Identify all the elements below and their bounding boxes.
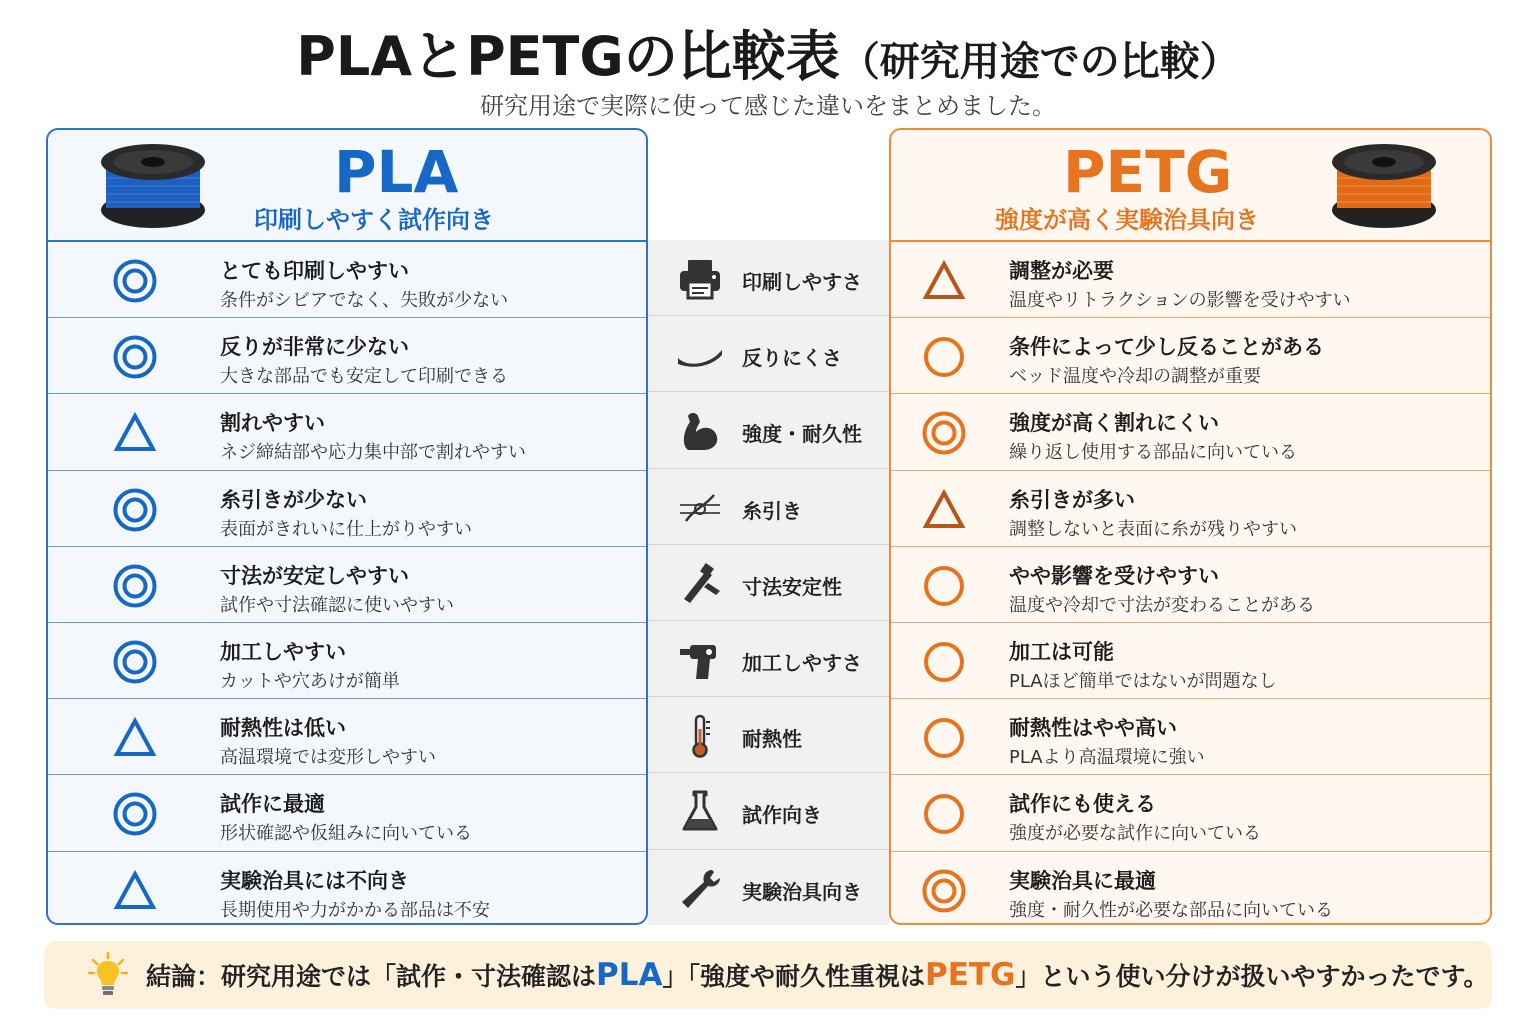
pla-row [48,775,646,851]
pla-row [48,547,646,623]
criteria-label: 強度・耐久性 [742,422,862,447]
pla-row-desc: 表面がきれいに仕上がりやすい [220,518,472,540]
petg-row [891,775,1490,851]
triangle-icon [112,410,158,456]
pla-row-desc: カットや穴あけが簡単 [220,670,400,692]
petg-row-desc: ベッド温度や冷却の調整が重要 [1009,366,1261,388]
pla-row-desc: 試作や寸法確認に使いやすい [220,594,454,616]
pla-row-title: 反りが非常に少ない [220,335,409,360]
pla-row-title: 試作に最適 [220,792,325,817]
criteria-row [648,392,889,468]
pla-row [48,318,646,394]
pla-row-desc: 長期使用や力がかかる部品は不安 [220,899,490,921]
circle-icon [921,563,967,609]
pla-row [48,623,646,699]
pla-row [48,242,646,318]
blue-filament-spool-icon [98,140,208,232]
criteria-row [648,773,889,849]
pla-row-desc: 条件がシビアでなく、失敗が少ない [220,290,509,311]
petg-row [891,318,1490,394]
pla-row [48,394,646,470]
petg-row-desc: 温度やリトラクションの影響を受けやすい [1009,290,1351,311]
thermometer-icon [676,713,724,759]
page-title [0,14,1536,91]
criteria-row [648,697,889,773]
petg-row-title: 加工は可能 [1009,639,1114,664]
criteria-row [648,469,889,545]
criteria-label: 寸法安定性 [742,574,842,599]
criteria-row [648,240,889,316]
criteria-label: 試作向き [742,803,822,828]
petg-row-title: 糸引きが多い [1009,487,1135,512]
petg-row [891,394,1490,470]
petg-rows [891,242,1490,925]
pla-row-title: 糸引きが少ない [220,487,367,512]
petg-row-title: 条件によって少し反ることがある [1009,335,1324,360]
petg-row [891,471,1490,547]
double-circle-icon [921,868,967,914]
criteria-column [648,240,889,925]
pla-row [48,471,646,547]
petg-row-desc: PLAより高温環境に強い [1009,747,1205,769]
circle-icon [921,791,967,837]
title-paren: （研究用途での比較） [839,39,1240,85]
petg-name: PETG [1063,138,1233,206]
triangle-icon [112,868,158,914]
caliper-icon [676,561,724,607]
criteria-label: 印刷しやすさ [742,270,862,294]
pla-name: PLA [334,138,459,206]
petg-header [891,130,1490,242]
pla-row-title: 耐熱性は低い [220,716,346,741]
petg-row-desc: 強度・耐久性が必要な部品に向いている [1009,899,1333,921]
criteria-label: 糸引き [742,498,802,523]
triangle-icon [921,487,967,533]
petg-row-title: やや影響を受けやすい [1009,563,1219,588]
pla-row-title: 実験治具には不向き [220,868,409,893]
title-main: PLAとPETGの比較表 [296,25,840,88]
double-circle-icon [112,487,158,533]
criteria-row [648,545,889,621]
pla-row-desc: ネジ締結部や応力集中部で割れやすい [220,442,526,464]
page-subtitle: 研究用途で実際に使って感じた違いをまとめました。 [480,92,1056,120]
orange-filament-spool-icon [1329,140,1439,232]
pla-row [48,699,646,775]
pla-tagline: 印刷しやすく試作向き [254,206,494,234]
double-circle-icon [112,563,158,609]
petg-panel [889,128,1492,925]
petg-row-title: 耐熱性はやや高い [1009,716,1177,741]
pla-row-title: 割れやすい [220,411,325,436]
double-circle-icon [112,639,158,685]
petg-row [891,699,1490,775]
criteria-label: 実験治具向き [742,879,862,904]
triangle-icon [112,715,158,761]
criteria-row [648,850,889,926]
petg-row-desc: 繰り返し使用する部品に向いている [1009,442,1297,464]
pla-row-title: とても印刷しやすい [220,259,409,283]
petg-row [891,242,1490,318]
conclusion-prefix: 結論：研究用途では「試作・寸法確認は [146,962,597,991]
petg-row [891,852,1490,926]
criteria-label: 反りにくさ [742,346,842,371]
pla-row-desc: 形状確認や仮組みに向いている [220,823,472,845]
double-circle-icon [112,258,158,304]
pla-panel [46,128,648,925]
printer-icon [676,256,724,302]
petg-row-desc: PLAほど簡単ではないが問題なし [1009,670,1277,692]
double-circle-icon [921,410,967,456]
pla-row-desc: 大きな部品でも安定して印刷できる [220,366,508,388]
petg-row-desc: 調整しないと表面に糸が残りやすい [1009,518,1297,540]
criteria-row [648,621,889,697]
warp-icon [676,332,724,378]
double-circle-icon [112,334,158,380]
criteria-label: 耐熱性 [742,727,802,752]
pla-row-desc: 高温環境では変形しやすい [220,747,436,769]
pla-rows [48,242,646,925]
pla-row-title: 加工しやすい [220,639,346,664]
stringing-icon [676,485,724,531]
pla-row-title: 寸法が安定しやすい [220,563,409,588]
petg-row-title: 実験治具に最適 [1009,868,1156,893]
conclusion-middle: 」「強度や耐久性重視は [662,962,925,991]
pla-row [48,852,646,926]
petg-row [891,547,1490,623]
petg-row-title: 調整が必要 [1009,259,1114,283]
petg-row [891,623,1490,699]
conclusion-suffix: 」という使い分けが扱いやすかったです。 [1015,962,1489,991]
circle-icon [921,715,967,761]
petg-row-title: 強度が高く割れにくい [1009,411,1219,436]
circle-icon [921,334,967,380]
petg-tagline: 強度が高く実験治具向き [995,206,1259,234]
criteria-label: 加工しやすさ [742,650,862,675]
drill-icon [676,637,724,683]
muscle-arm-icon [676,408,724,454]
lightbulb-icon [88,952,128,998]
triangle-icon [921,258,967,304]
petg-row-desc: 強度が必要な試作に向いている [1009,823,1261,845]
flask-icon [676,789,724,835]
criteria-row [648,316,889,392]
conclusion-pla: PLA [596,957,663,993]
conclusion-box [44,941,1492,1009]
circle-icon [921,639,967,685]
petg-row-desc: 温度や冷却で寸法が変わることがある [1009,594,1315,616]
wrench-icon [676,866,724,912]
conclusion-petg: PETG [925,957,1016,993]
pla-header [48,130,646,242]
petg-row-title: 試作にも使える [1009,792,1156,817]
conclusion-text [146,957,1489,993]
double-circle-icon [112,791,158,837]
